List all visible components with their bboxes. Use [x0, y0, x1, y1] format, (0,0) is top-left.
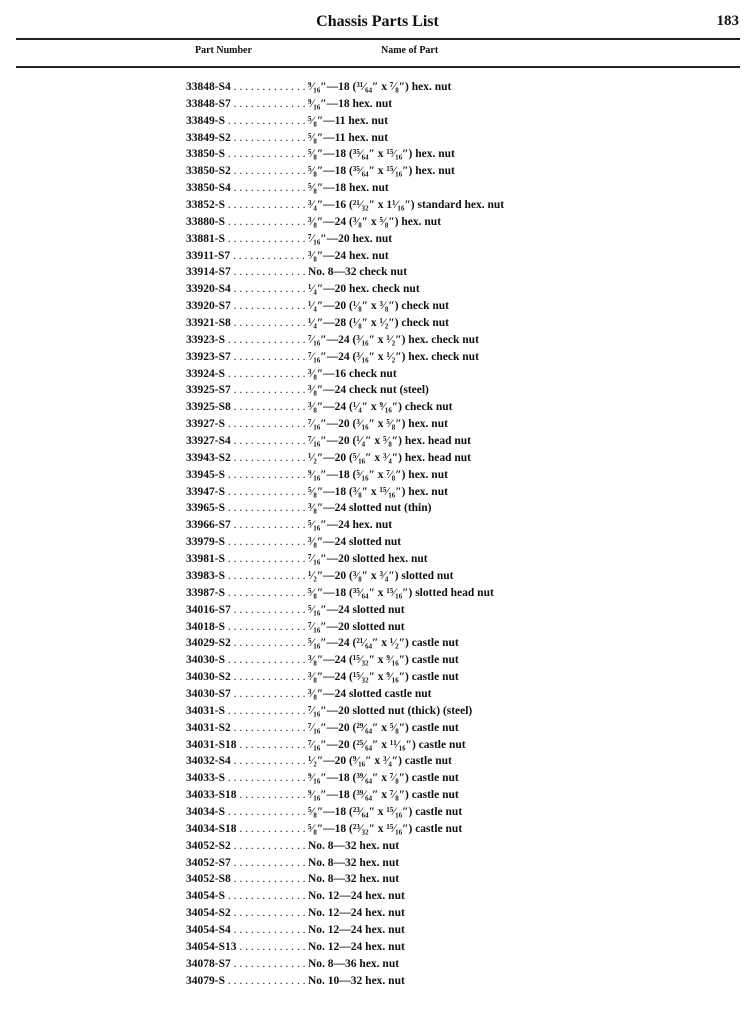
- part-number: 34054-S13 . . .: [186, 939, 308, 956]
- part-name: No. 8—32 hex. nut: [308, 873, 400, 886]
- list-item: [186, 467, 726, 484]
- part-number: 34018-S . . .: [186, 619, 308, 636]
- part-number: 33850-S4 . . .: [186, 180, 308, 197]
- part-name: No. 10—32 hex. nut: [308, 974, 405, 987]
- list-item: [186, 248, 726, 265]
- list-item: [186, 737, 726, 754]
- list-item: [186, 484, 726, 501]
- list-item: [186, 770, 726, 787]
- list-item: [186, 264, 726, 281]
- part-number: 33852-S . . .: [186, 197, 308, 214]
- part-name: ³⁄₈″—24 (³⁄₈″ x ⁵⁄₈″) hex. nut: [308, 215, 442, 228]
- part-number: 34052-S7 . . .: [186, 855, 308, 872]
- part-name: ³⁄₈″—24 slotted nut: [308, 536, 402, 549]
- page-title: Chassis Parts List: [316, 13, 439, 30]
- part-number: 33920-S4 . . .: [186, 281, 308, 298]
- part-number: 33848-S4 . . .: [186, 79, 308, 96]
- part-name: ³⁄₈″—24 slotted nut (thin): [308, 502, 432, 515]
- list-item: [186, 382, 726, 399]
- part-name: ⁹⁄₁₆″—18 hex. nut: [308, 97, 393, 110]
- part-name: ⁷⁄₁₆″—20 hex. nut: [308, 232, 393, 245]
- part-number: 33849-S2 . . .: [186, 130, 308, 147]
- part-number: 34054-S2 . . .: [186, 905, 308, 922]
- list-item: [186, 96, 726, 113]
- list-item: [186, 804, 726, 821]
- list-item: [186, 922, 726, 939]
- part-number: 33921-S8 . . .: [186, 315, 308, 332]
- list-item: [186, 568, 726, 585]
- list-item: [186, 635, 726, 652]
- part-number: 33920-S7 . . .: [186, 298, 308, 315]
- list-item: [186, 703, 726, 720]
- list-item: [186, 517, 726, 534]
- part-number: 33848-S7 . . .: [186, 96, 308, 113]
- part-name: ¹⁄₄″—28 (¹⁄₈″ x ¹⁄₂″) check nut: [308, 317, 450, 330]
- part-name: ⁵⁄₁₆″—24 hex. nut: [308, 519, 393, 532]
- list-item: [186, 416, 726, 433]
- part-name: ⁹⁄₁₆″—18 (³⁹⁄₆₄″ x ⁷⁄₈″) castle nut: [308, 772, 459, 785]
- list-item: [186, 585, 726, 602]
- list-item: [186, 450, 726, 467]
- part-name: ⁷⁄₁₆″—24 (³⁄₁₆″ x ¹⁄₂″) hex. check nut: [308, 350, 479, 363]
- part-name: ⁵⁄₁₆″—24 (²¹⁄₆₄″ x ¹⁄₂″) castle nut: [308, 637, 459, 650]
- part-name: ⁷⁄₁₆″—20 slotted nut (thick) (steel): [308, 704, 473, 717]
- part-name: ³⁄₈″—24 (¹⁵⁄₃₂″ x ⁹⁄₁₆″) castle nut: [308, 671, 459, 684]
- part-name: No. 8—36 hex. nut: [308, 957, 400, 970]
- part-number: 34031-S . . .: [186, 703, 308, 720]
- part-name: ⁷⁄₁₆″—20 (²⁹⁄₆₄″ x ⁵⁄₈″) castle nut: [308, 721, 459, 734]
- part-name: ³⁄₄″—16 (²¹⁄₃₂″ x 1¹⁄₁₆″) standard hex. nut: [308, 199, 505, 212]
- page-number: 183: [716, 13, 739, 29]
- column-header-name-of-part: Name of Part: [381, 45, 439, 56]
- list-item: [186, 130, 726, 147]
- part-number: 33923-S7 . . .: [186, 349, 308, 366]
- part-name: ⁵⁄₈″—11 hex. nut: [308, 114, 389, 127]
- part-name: ⁵⁄₁₆″—24 slotted nut: [308, 603, 405, 616]
- part-number: 33979-S . . .: [186, 534, 308, 551]
- part-number: 34030-S7 . . .: [186, 686, 308, 703]
- part-number: 33914-S7 . . .: [186, 264, 308, 281]
- part-number: 34031-S18 . . .: [186, 737, 308, 754]
- part-name: ⁹⁄₁₆″—18 (³¹⁄₆₄″ x ⁷⁄₈″) hex. nut: [308, 81, 452, 93]
- list-item: [186, 871, 726, 888]
- part-number: 33945-S . . .: [186, 467, 308, 484]
- part-number: 33987-S . . .: [186, 585, 308, 602]
- list-item: [186, 366, 726, 383]
- part-name: ⁵⁄₈″—18 (²³⁄₃₂″ x ¹⁵⁄₁₆″) castle nut: [308, 822, 463, 835]
- list-item: [186, 686, 726, 703]
- list-item: [186, 956, 726, 973]
- column-header-part-number: Part Number: [195, 45, 252, 56]
- part-number: 34016-S7 . . .: [186, 602, 308, 619]
- list-item: [186, 332, 726, 349]
- part-number: 33850-S2 . . .: [186, 163, 308, 180]
- part-name: No. 12—24 hex. nut: [308, 890, 405, 903]
- part-name: ⁵⁄₈″—18 (³⁵⁄₆₄″ x ¹⁵⁄₁₆″) hex. nut: [308, 148, 455, 161]
- list-item: [186, 787, 726, 804]
- list-item: [186, 652, 726, 669]
- list-item: [186, 720, 726, 737]
- list-item: [186, 855, 726, 872]
- part-name: No. 8—32 hex. nut: [308, 839, 400, 852]
- parts-list: [186, 79, 726, 989]
- list-item: [186, 551, 726, 568]
- part-name: No. 12—24 hex. nut: [308, 923, 405, 936]
- list-item: [186, 534, 726, 551]
- part-name: No. 12—24 hex. nut: [308, 940, 405, 953]
- part-name: ⁹⁄₁₆″—18 (⁵⁄₁₆″ x ⁷⁄₈″) hex. nut: [308, 468, 448, 481]
- list-item: [186, 888, 726, 905]
- part-number: 34052-S8 . . .: [186, 871, 308, 888]
- part-name: ⁵⁄₈″—18 (²³⁄₆₄″ x ¹⁵⁄₁₆″) castle nut: [308, 805, 463, 818]
- list-item: [186, 619, 726, 636]
- list-item: [186, 315, 726, 332]
- part-name: ⁵⁄₈″—18 hex. nut: [308, 182, 389, 195]
- part-number: 33947-S . . .: [186, 484, 308, 501]
- part-number: 33925-S7 . . .: [186, 382, 308, 399]
- list-item: [186, 298, 726, 315]
- part-name: ⁵⁄₈″—18 (³⁵⁄₆₄″ x ¹⁵⁄₁₆″) slotted head nut: [308, 586, 494, 599]
- part-number: 34054-S . . .: [186, 888, 308, 905]
- part-name: ³⁄₈″—24 (¹⁄₄″ x ⁹⁄₁₆″) check nut: [308, 401, 453, 414]
- part-number: 33911-S7 . . .: [186, 248, 308, 265]
- list-item: [186, 669, 726, 686]
- part-number: 33981-S . . .: [186, 551, 308, 568]
- list-item: [186, 905, 726, 922]
- list-item: [186, 197, 726, 214]
- part-name: ¹⁄₄″—20 hex. check nut: [308, 283, 420, 296]
- list-item: [186, 602, 726, 619]
- part-name: ⁵⁄₈″—11 hex. nut: [308, 131, 389, 144]
- column-header-rule: [16, 66, 740, 68]
- part-name: No. 8—32 hex. nut: [308, 856, 400, 869]
- list-item: [186, 939, 726, 956]
- list-item: [186, 973, 726, 990]
- part-number: 34030-S2 . . .: [186, 669, 308, 686]
- part-number: 33880-S . . .: [186, 214, 308, 231]
- part-name: ⁷⁄₁₆″—20 (¹⁄₄″ x ⁵⁄₈″) hex. head nut: [308, 435, 471, 448]
- part-number: 34030-S . . .: [186, 652, 308, 669]
- part-name: ⁷⁄₁₆″—20 (³⁄₁₆″ x ⁵⁄₈″) hex. nut: [308, 418, 448, 431]
- part-number: 34033-S . . .: [186, 770, 308, 787]
- list-item: [186, 753, 726, 770]
- part-name: ³⁄₈″—24 hex. nut: [308, 249, 389, 262]
- part-name: ¹⁄₂″—20 (³⁄₈″ x ³⁄₄″) slotted nut: [308, 569, 454, 582]
- part-number: 34034-S18 . . .: [186, 821, 308, 838]
- part-number: 34078-S7 . . .: [186, 956, 308, 973]
- part-number: 34052-S2 . . .: [186, 838, 308, 855]
- part-name: ³⁄₈″—16 check nut: [308, 367, 397, 380]
- list-item: [186, 349, 726, 366]
- part-number: 33983-S . . .: [186, 568, 308, 585]
- part-name: ⁹⁄₁₆″—18 (³⁹⁄₆₄″ x ⁷⁄₈″) castle nut: [308, 789, 459, 802]
- list-item: [186, 163, 726, 180]
- part-number: 33927-S4 . . .: [186, 433, 308, 450]
- part-name: ³⁄₈″—24 check nut (steel): [308, 384, 429, 397]
- page-header: [0, 10, 755, 36]
- part-number: 33925-S8 . . .: [186, 399, 308, 416]
- part-name: ⁷⁄₁₆″—20 slotted nut: [308, 620, 405, 633]
- part-number: 33849-S . . .: [186, 113, 308, 130]
- part-number: 34034-S . . .: [186, 804, 308, 821]
- part-number: 33923-S . . .: [186, 332, 308, 349]
- part-number: 33927-S . . .: [186, 416, 308, 433]
- part-number: 34029-S2 . . .: [186, 635, 308, 652]
- part-name: ⁵⁄₈″—18 (³⁄₈″ x ¹⁵⁄₁₆″) hex. nut: [308, 485, 448, 498]
- part-number: 33881-S . . .: [186, 231, 308, 248]
- part-name: No. 8—32 check nut: [308, 266, 408, 279]
- part-number: 33850-S . . .: [186, 146, 308, 163]
- list-item: [186, 838, 726, 855]
- part-name: ¹⁄₂″—20 (⁹⁄₁₆″ x ³⁄₄″) castle nut: [308, 755, 452, 768]
- list-item: [186, 231, 726, 248]
- part-name: ¹⁄₂″—20 (⁵⁄₁₆″ x ³⁄₄″) hex. head nut: [308, 451, 471, 464]
- list-item: [186, 180, 726, 197]
- list-item: [186, 821, 726, 838]
- part-number: 33943-S2 . . .: [186, 450, 308, 467]
- part-number: 33965-S . . .: [186, 500, 308, 517]
- part-name: ⁷⁄₁₆″—24 (³⁄₁₆″ x ¹⁄₂″) hex. check nut: [308, 333, 479, 346]
- part-number: 34031-S2 . . .: [186, 720, 308, 737]
- part-number: 33966-S7 . . .: [186, 517, 308, 534]
- list-item: [186, 214, 726, 231]
- part-number: 34054-S4 . . .: [186, 922, 308, 939]
- list-item: [186, 79, 726, 96]
- part-name: ⁵⁄₈″—18 (³⁵⁄₆₄″ x ¹⁵⁄₁₆″) hex. nut: [308, 165, 455, 178]
- part-number: 34079-S . . .: [186, 973, 308, 990]
- list-item: [186, 399, 726, 416]
- list-item: [186, 433, 726, 450]
- part-name: ¹⁄₄″—20 (¹⁄₈″ x ³⁄₈″) check nut: [308, 300, 450, 313]
- part-name: ⁷⁄₁₆″—20 slotted hex. nut: [308, 553, 428, 566]
- list-item: [186, 281, 726, 298]
- part-name: ⁷⁄₁₆″—20 (²⁵⁄₆₄″ x ¹¹⁄₁₆″) castle nut: [308, 738, 466, 751]
- list-item: [186, 500, 726, 517]
- part-name: ³⁄₈″—24 slotted castle nut: [308, 687, 432, 700]
- part-number: 33924-S . . .: [186, 366, 308, 383]
- list-item: [186, 146, 726, 163]
- list-item: [186, 113, 726, 130]
- header-rule: [16, 38, 740, 40]
- part-name: No. 12—24 hex. nut: [308, 907, 405, 920]
- part-number: 34033-S18 . . .: [186, 787, 308, 804]
- part-number: 34032-S4 . . .: [186, 753, 308, 770]
- part-name: ³⁄₈″—24 (¹⁵⁄₃₂″ x ⁹⁄₁₆″) castle nut: [308, 654, 459, 667]
